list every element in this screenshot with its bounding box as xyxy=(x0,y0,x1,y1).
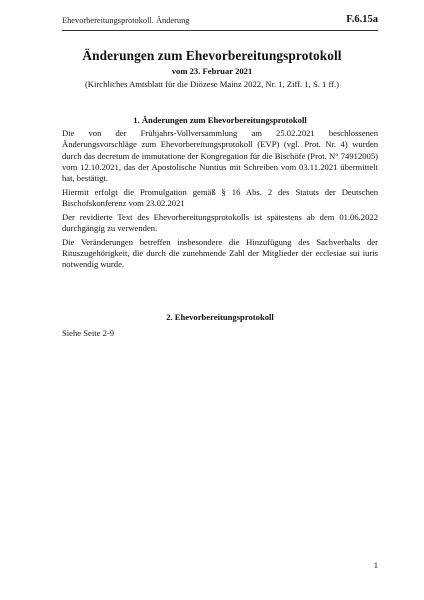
document-source: (Kirchliches Amtsblatt für die Diözese Mainz 2022, Nr. 1, Ziff. 1, S. 1 ff.) xyxy=(84,79,340,89)
document-date: vom 23. Februar 2021 xyxy=(171,66,253,76)
page-number: 1 xyxy=(373,560,378,570)
running-header-title: Ehevorbereitungsprotokoll. Änderung xyxy=(62,16,190,25)
section-1-heading: 1. Änderungen zum Ehevorbereitungsprotokoll xyxy=(133,115,307,125)
paragraph: Die von der Frühjahrs-Vollversammlung am 25.02.2021 beschlossenen Änderungsvorschläge zum Ehevorbereitungsprotokoll (EVP) (vgl. Prot. Nr. 4) wurden durch das decretum de immutatione der Kongregation für die Bischöfe (Prot. N° 74912005) vom 12.10.2021, das der Apostolische Nuntius mit Schreiben vom 03.11.2021 übermittelt hat, bestätigt. xyxy=(62,128,378,184)
paragraph: Die Veränderungen betreffen insbesondere die Hinzufügung des Sachverhalts der Rituszugehörigkeit, die durch die zunehmende Zahl der Mitglieder der ecclesiae sui iuris notwendig wurde. xyxy=(62,236,378,270)
paragraph: Siehe Seite 2-9 xyxy=(62,328,115,338)
running-header-code: F.6.15a xyxy=(346,14,378,25)
document-title: Änderungen zum Ehevorbereitungsprotokoll xyxy=(82,48,342,63)
paragraph: Hiermit erfolgt die Promulgation gemäß § 16 Abs. 2 des Statuts der Deutschen Bischofskonferenz vom 23.02.2021 xyxy=(62,186,378,209)
header-divider xyxy=(62,30,378,31)
section-2-body xyxy=(62,328,378,342)
section-1-body xyxy=(62,128,378,273)
section-2-heading: 2. Ehevorbereitungsprotokoll xyxy=(166,312,274,322)
paragraph: Der revidierte Text des Ehevorbereitungsprotokolls ist spätestens ab dem 01.06.2022 durchgängig zu verwenden. xyxy=(62,211,378,234)
